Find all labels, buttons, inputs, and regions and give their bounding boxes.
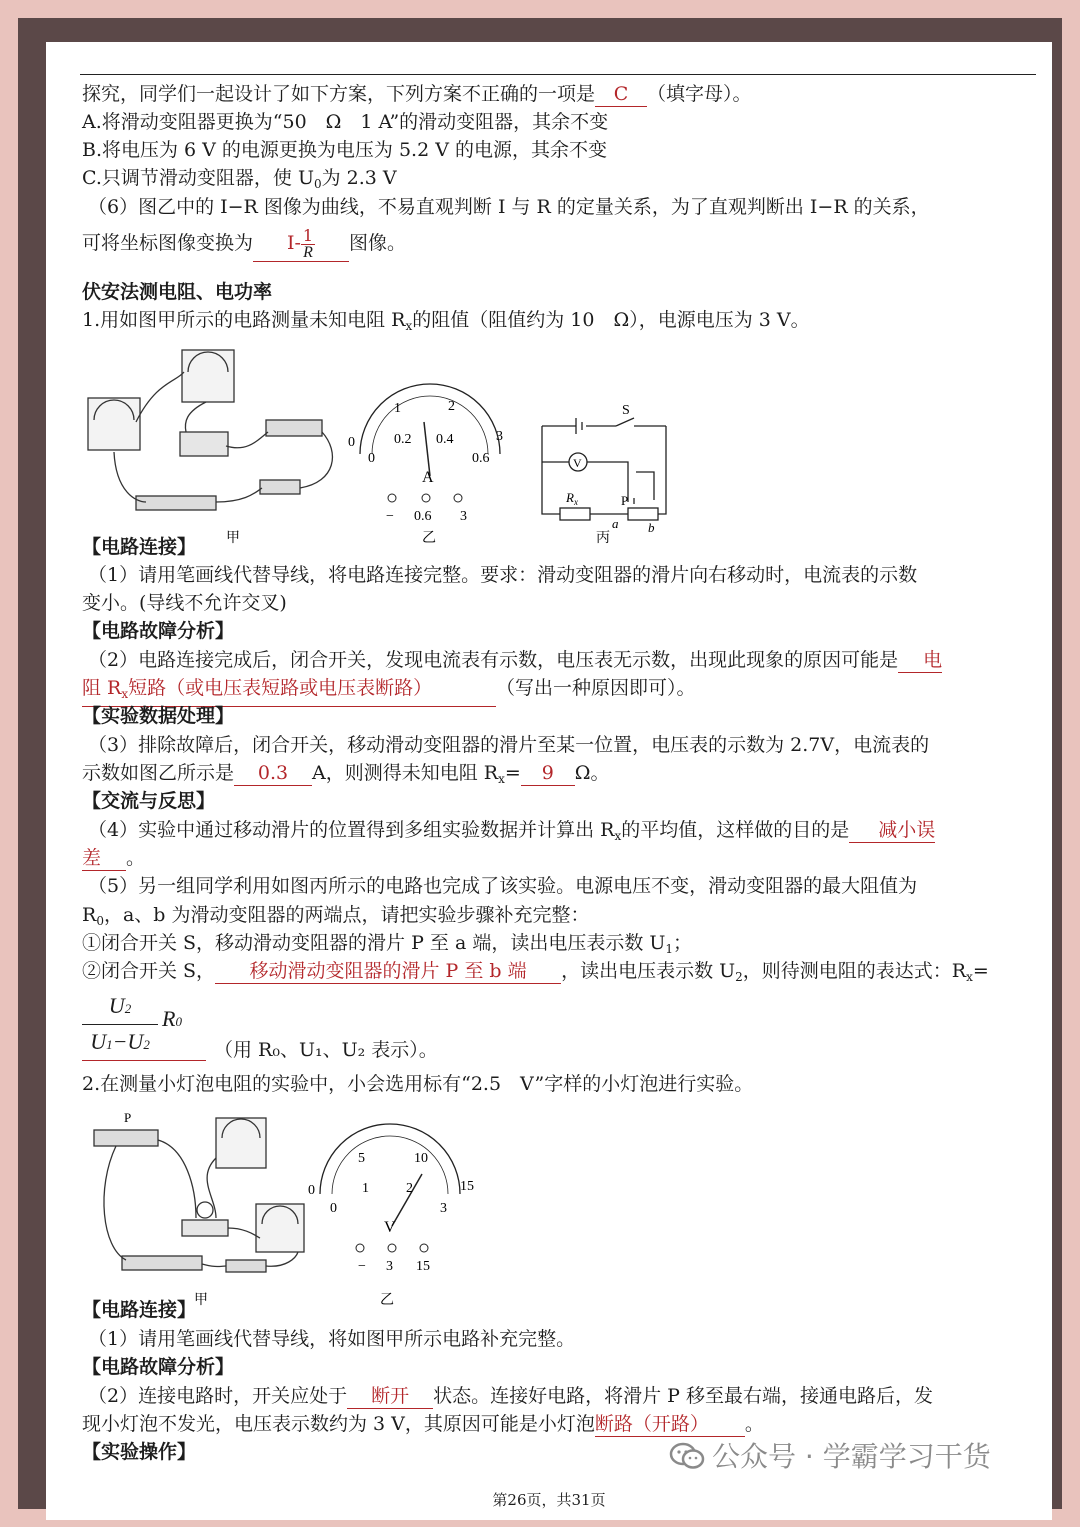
fraction-num: 1 [302,225,314,245]
rheostat [266,420,322,436]
option-b: B.将电压为 6 V 的电源更换为电压为 5.2 V 的电源，其余不变 [82,139,607,161]
text: 状态。连接好电路，将滑片 P 移至最右端，接通电路后，发 [433,1385,933,1407]
q5-line1 [82,80,752,108]
subscript: x [498,772,505,786]
circuit-bing [542,418,666,520]
caption-jia-2: 甲 [194,1293,208,1308]
wire [158,1140,196,1218]
terminal-label: 3 [460,509,467,524]
text: ②闭合开关 S， [82,960,216,982]
ammeter-dial-yi [348,384,503,524]
text: （4）实验中通过移动滑片的位置得到多组实验数据并计算出 R [88,819,615,841]
label-p: P [621,493,629,508]
text: = [972,960,989,982]
battery-box [122,1256,202,1270]
answer: 移动滑动变阻器的滑片 P 至 b 端 [215,959,561,984]
heading-data: 【实验数据处理】 [82,705,235,727]
wire [104,1146,126,1260]
s1-q4-line2 [82,844,145,872]
text: （2）连接电路时，开关应处于 [88,1385,348,1407]
label-s: S [622,403,630,418]
subscript: 1 [665,942,674,956]
voltmeter-box [216,1118,266,1168]
tick-label: 2 [448,399,455,414]
wire [226,432,268,448]
text: ①闭合开关 S，移动滑动变阻器的滑片 P 至 a 端，读出电压表示数 U [82,932,666,954]
formula-r0: R0 [162,1006,182,1031]
terminal-label: 15 [416,1259,430,1274]
lamp-base [182,1220,228,1236]
tick-label: 15 [460,1179,474,1194]
label-p: P [124,1110,132,1125]
wire [202,1264,226,1267]
answer-current: 0.3 [234,761,312,786]
caption-jia: 甲 [226,531,240,546]
text: A，则测得未知电阻 R [312,762,499,784]
fraction-den: R [303,243,313,261]
fraction-bar [82,1024,158,1025]
text: 1.用如图甲所示的电路测量未知电阻 R [82,309,406,331]
text: （写出一种原因即可）。 [496,677,696,699]
text: 短路（或电压表短路或电压表断路） [128,677,433,699]
wire [216,488,262,502]
wire [300,432,332,488]
tick-label: 10 [414,1151,428,1166]
watermark [670,1435,991,1475]
page-frame [18,18,1062,1509]
text: 现小灯泡不发光，电压表示数约为 3 V，其原因可能是小灯泡 [82,1413,595,1435]
ammeter-box [88,398,140,450]
wire [207,1158,216,1218]
formula-numerator: U2 [108,993,132,1018]
figure-1 [76,342,676,546]
heading-connect-2: 【电路连接】 [82,1299,197,1321]
meter-unit: V [384,1219,396,1236]
subscript: x [614,829,622,843]
answer: 差 [82,846,126,871]
text: 为 2.3 V [321,167,397,189]
wire [266,1252,298,1266]
text: 的平均值，这样做的目的是 [621,819,850,841]
option-a: A.将滑动变阻器更换为“50 Ω 1 A”的滑动变阻器，其余不变 [82,111,609,133]
answer-resistance: 9 [521,761,575,786]
caption-yi: 乙 [422,531,436,546]
wire [114,452,146,502]
text: 阻 R [82,677,122,699]
tick-label: 0.2 [394,432,412,447]
fraction [301,225,315,261]
heading-fault-2: 【电路故障分析】 [82,1356,235,1378]
text: ，a、b 为滑动变阻器的两端点，请把实验步骤补充完整： [103,904,590,926]
text: ； [673,932,693,954]
tick-label: 1 [394,401,401,416]
tick-label: 0 [348,435,355,450]
tick-label: 0.4 [436,432,454,447]
s1-q2-line1 [88,646,942,674]
section-title: 伏安法测电阻、电功率 [82,281,273,303]
text: 。 [126,847,146,869]
q6-line1: （6）图乙中的 I−R 图像为曲线，不易直观判断 I 与 R 的定量关系，为了直观判断出 I−R 的关系， [88,196,930,218]
answer: 电 [898,648,942,673]
subscript: 0 [313,177,322,191]
terminal-label: − [358,1259,366,1274]
heading-fault-1: 【电路故障分析】 [82,620,235,642]
text: = [504,762,521,784]
text: 。 [744,1413,764,1435]
s2-p2: 2.在测量小灯泡电阻的实验中，小会选用标有“2.5 V”字样的小灯泡进行实验。 [82,1073,754,1095]
formula-denominator: U1−U2 [90,1029,150,1054]
tick-label: 5 [358,1151,365,1166]
switch [226,1260,266,1272]
apparatus-jia [88,350,332,510]
terminal-label: 0.6 [414,509,432,524]
answer-c: C [595,82,647,107]
answer-i: I- [286,232,301,254]
text: R [82,904,97,926]
s1-q5-step2 [82,957,989,991]
wire [185,402,206,432]
tick-label: 0 [308,1183,315,1198]
s1-q5-line1: （5）另一组同学利用如图丙所示的电路也完成了该实验。电源电压不变，滑动变阻器的最大阻值为 [88,875,918,897]
tick-label: 2 [406,1181,413,1196]
s2-q2-line1 [88,1382,933,1410]
watermark-text: 公众号 · 学霸学习干货 [712,1440,991,1473]
text: ，读出电压表示数 U [561,960,736,982]
label-v: V [573,456,582,470]
s2-q1: （1）请用笔画线代替导线，将如图甲所示电路补充完整。 [88,1328,576,1350]
page-number: 第26页，共31页 [492,1491,606,1509]
answer: 断路（开路） [595,1412,745,1437]
text: 可将坐标图像变换为 [82,232,254,254]
tick-label: 1 [362,1181,369,1196]
document-page [46,42,1052,1520]
meter-unit: A [422,469,434,486]
tick-label: 0 [368,451,375,466]
label-rx: $R_x$ [566,490,578,507]
text: C.只调节滑动变阻器，使 U [82,167,314,189]
apparatus-jia-2 [94,1118,304,1272]
text: 示数如图乙所示是 [82,762,235,784]
s1-q1-line1: （1）请用笔画线代替导线，将电路连接完整。要求：滑动变阻器的滑片向右移动时，电流表的示数 [88,564,918,586]
s1-q4-line1 [88,816,935,850]
top-rule [80,74,1036,75]
s1-q3-line1: （3）排除故障后，闭合开关，移动滑动变阻器的滑片至某一位置，电压表的示数为 2.7V，电流表的 [88,734,930,756]
heading-reflect: 【交流与反思】 [82,790,216,812]
subscript: 2 [735,970,743,984]
terminal-label: 3 [386,1259,393,1274]
terminal-label: − [386,509,394,524]
caption-bing: 丙 [596,531,610,546]
resistor-rx [180,432,228,456]
answer: 断开 [347,1384,433,1409]
subscript: x [121,687,129,701]
text: 的阻值（阻值约为 10 Ω），电源电压为 3 V。 [412,309,810,331]
heading-operation: 【实验操作】 [82,1441,197,1463]
caption-yi-2: 乙 [380,1293,394,1308]
wechat-icon [670,1443,704,1469]
lamp-bulb [197,1202,213,1218]
subscript: x [405,319,413,333]
text: 图像。 [349,232,407,254]
heading-connect-1: 【电路连接】 [82,536,197,558]
tick-label: 0 [330,1201,337,1216]
text: （2）电路连接完成后，闭合开关，发现电流表有示数，电压表无示数，出现此现象的原因可能是 [88,649,899,671]
voltmeter-box [182,350,234,402]
switch-jia [260,480,300,494]
tick-label: 3 [440,1201,447,1216]
s2-q2-line2 [82,1410,764,1438]
text: （填字母）。 [647,83,752,105]
figure-2 [76,1108,506,1308]
s1-p1 [82,306,810,340]
s1-q1-line2: 变小。(导线不允许交叉) [82,592,287,614]
ammeter-box [256,1204,304,1252]
tick-label: 3 [496,429,503,444]
wire [136,372,184,422]
subscript: x [966,970,973,984]
battery-box [136,496,216,510]
tick-label: 0.6 [472,451,490,466]
answer-graph [253,226,349,262]
subscript: 0 [96,914,104,928]
q6-line2 [82,226,406,262]
rheostat [94,1130,158,1146]
answer: 减小误 [849,818,935,843]
formula-answer [82,990,206,1061]
text: Ω。 [574,762,610,784]
text: 探究，同学们一起设计了如下方案，下列方案不正确的一项是 [82,83,596,105]
formula-note: （用 R₀、U₁、U₂ 表示）。 [214,1039,438,1061]
voltmeter-dial-yi [308,1124,474,1274]
label-a: a [612,516,619,531]
wire [228,1228,260,1238]
text: ，则待测电阻的表达式：R [742,960,967,982]
needle [424,422,430,476]
label-b: b [648,520,655,535]
